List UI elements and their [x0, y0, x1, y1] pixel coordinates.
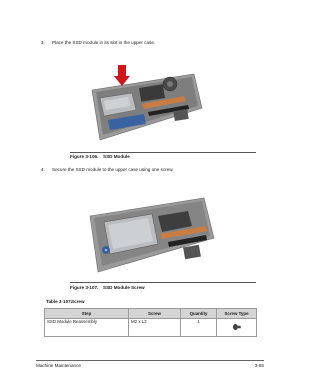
ssd-module-photo — [88, 64, 204, 146]
figure-title: SSD Module — [103, 154, 130, 159]
figure-label: Figure 3-107. — [70, 285, 99, 290]
footer-rule — [36, 360, 264, 361]
cell-step: SSD Module Reassembly — [45, 319, 129, 337]
cell-screw: M2 x L3 — [129, 319, 181, 337]
cell-quantity: 1 — [181, 319, 217, 337]
step-text: Place the SSD module in its slot in the upper case. — [52, 40, 156, 45]
header-step: Step — [45, 309, 129, 319]
table-row — [45, 319, 257, 337]
table-title: Screw — [71, 299, 85, 304]
screw-icon — [232, 323, 242, 331]
footer-section: Machine Maintenance — [36, 363, 81, 368]
figure-label: Figure 3-106. — [70, 154, 99, 159]
figure-caption — [70, 154, 130, 159]
header-screw: Screw — [129, 309, 181, 319]
figure-rule — [70, 282, 256, 283]
page-number: 3-65 — [254, 363, 264, 368]
figure-rule — [70, 152, 256, 153]
figure-caption — [70, 285, 145, 290]
table-header-row — [45, 309, 257, 319]
step-number: 3. — [41, 40, 45, 45]
header-screw-type: Screw Type — [217, 309, 257, 319]
step-text: Secure the SSD module to the upper case using one screw. — [52, 167, 174, 172]
header-quantity: Quantity — [181, 309, 217, 319]
table-caption — [46, 299, 85, 304]
ssd-module-screw-photo — [88, 186, 216, 276]
cell-screw-type — [217, 319, 257, 337]
figure-title: SSD Module Screw — [103, 285, 145, 290]
screw-table — [44, 308, 257, 337]
page-footer — [36, 360, 264, 368]
table-label: Table 3-107. — [46, 299, 72, 304]
step-number: 4. — [41, 167, 45, 172]
